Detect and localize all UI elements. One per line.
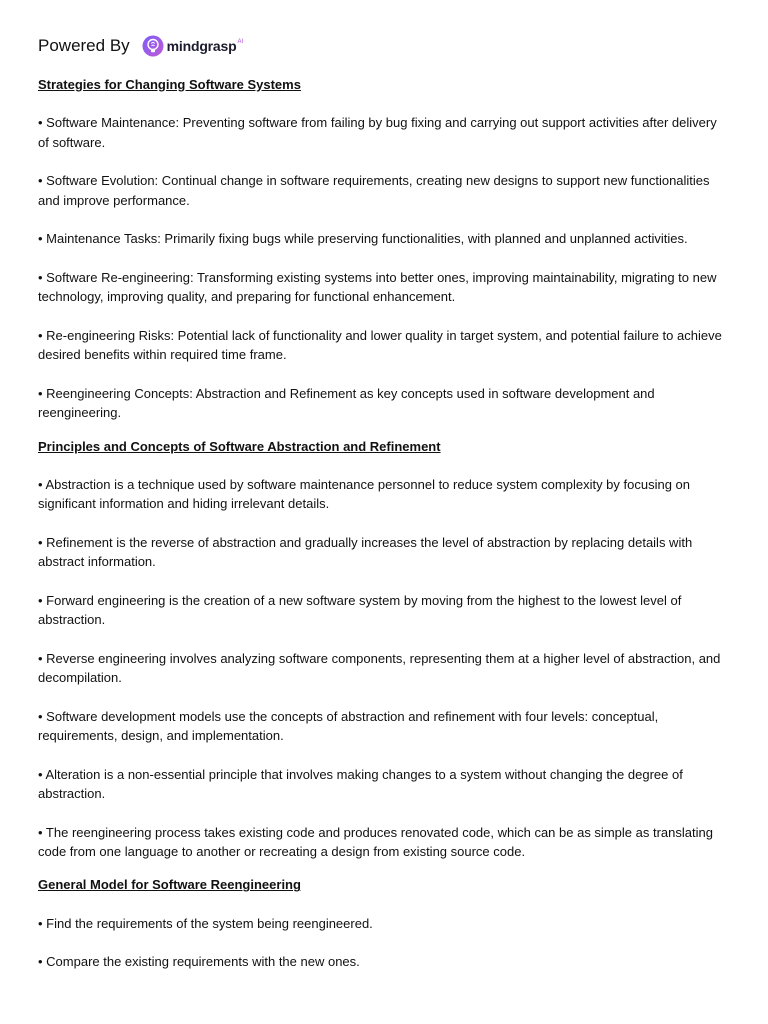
logo-ai-suffix: AI	[237, 39, 244, 45]
bullet-item: • Software development models use the concepts of abstraction and refinement with four levels: conceptual, requirements, design, and implementation.	[38, 708, 659, 744]
section-heading-principles: Principles and Concepts of Software Abstraction and Refinement	[38, 438, 441, 454]
bullet-item: • Re-engineering Risks: Potential lack of functionality and lower quality in target system, and potential failure to achieve desired benefits within required time frame.	[38, 327, 722, 363]
section-heading-general-model: General Model for Software Reengineering	[38, 877, 301, 893]
bullet-item: • Software Re-engineering: Transforming existing systems into better ones, improving maintainability, migrating to new technology, improving quality, and preparing for functional enhancement.	[38, 269, 717, 305]
document-body	[38, 75, 728, 991]
bullet-item: • Forward engineering is the creation of a new software system by moving from the highest to the lowest level of abstraction.	[38, 592, 682, 628]
powered-by-header	[38, 34, 243, 58]
bullet-item: • The reengineering process takes existing code and produces renovated code, which can be as simple as translating code from one language to another or recreating a design from existing source code.	[38, 824, 713, 860]
bullet-item: • Reverse engineering involves analyzing software components, representing them at a higher level of abstraction, and decompilation.	[38, 650, 721, 686]
mindgrasp-logo	[142, 35, 243, 57]
powered-by-label: Powered By	[38, 36, 130, 55]
bullet-item: • Software Maintenance: Preventing software from failing by bug fixing and carrying out support activities after delivery of software.	[38, 115, 717, 150]
logo-wordmark: mindgrasp	[166, 38, 237, 54]
bullet-item: • Reengineering Concepts: Abstraction and Refinement as key concepts used in software development and reengineering.	[38, 385, 655, 421]
bullet-item: • Compare the existing requirements with the new ones.	[38, 954, 360, 970]
bullet-item: • Abstraction is a technique used by software maintenance personnel to reduce system complexity by focusing on significant information and hiding irrelevant details.	[38, 476, 691, 512]
bullet-item: • Software Evolution: Continual change in software requirements, creating new designs to support new functionalities and improve performance.	[38, 173, 710, 208]
bullet-item: • Alteration is a non-essential principle that involves making changes to a system without changing the degree of abstraction.	[38, 766, 683, 802]
bullet-item: • Maintenance Tasks: Primarily fixing bugs while preserving functionalities, with planned and unplanned activities.	[38, 231, 688, 247]
brain-bulb-icon	[142, 35, 164, 57]
bullet-item: • Find the requirements of the system being reengineered.	[38, 915, 373, 931]
section-heading-strategies: Strategies for Changing Software Systems	[38, 77, 301, 92]
bullet-item: • Refinement is the reverse of abstraction and gradually increases the level of abstraction by replacing details with abstract information.	[38, 534, 693, 570]
